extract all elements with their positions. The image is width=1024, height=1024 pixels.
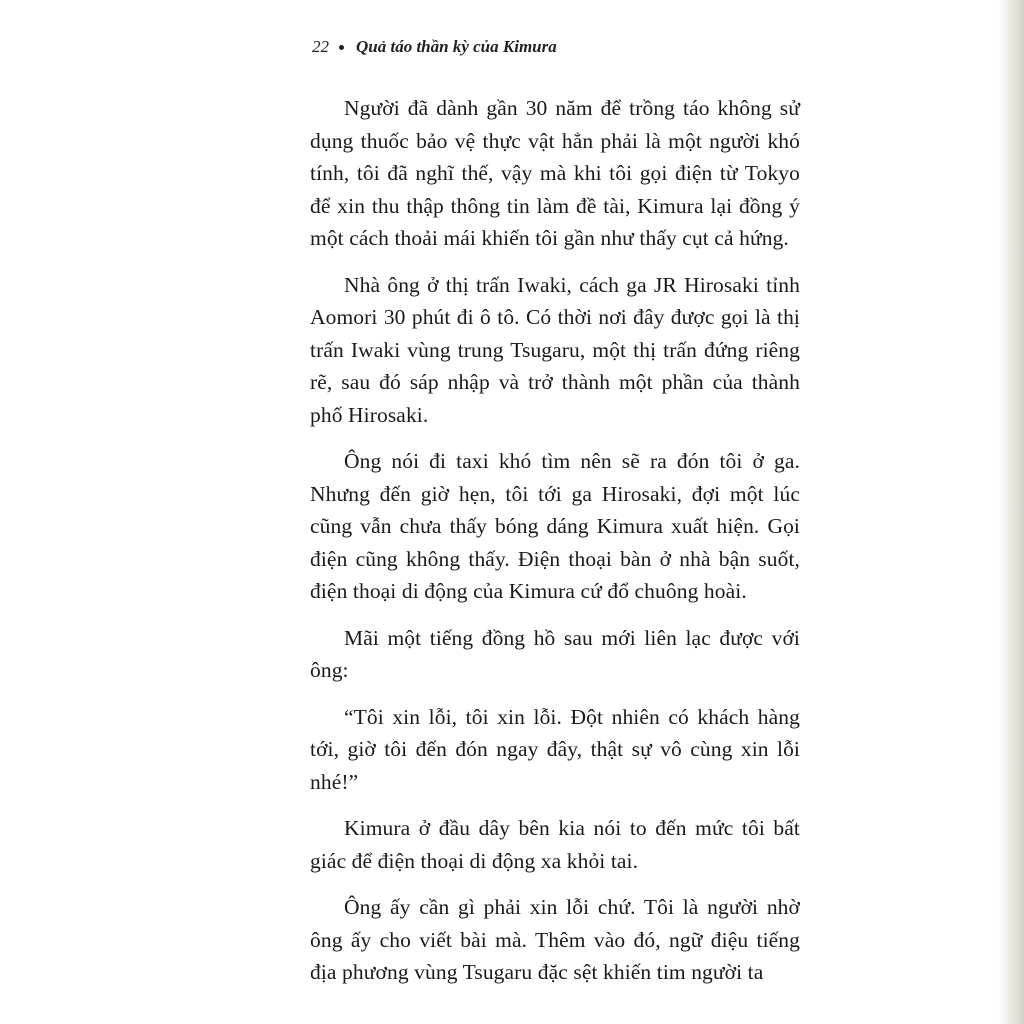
book-title: Quả táo thần kỳ của Kimura [356, 37, 557, 56]
bullet-separator [339, 45, 344, 50]
paragraph: Kimura ở đầu dây bên kia nói to đến mức tôi bất giác để điện thoại di động xa khỏi tai. [310, 816, 800, 873]
body-text [310, 92, 800, 1003]
page-number: 22 [312, 37, 329, 56]
paragraph: Nhà ông ở thị trấn Iwaki, cách ga JR Hirosaki tỉnh Aomori 30 phút đi ô tô. Có thời nơi đây được gọi là thị trấn Iwaki vùng trung Tsugaru, một thị trấn đứng riêng rẽ, sau đó sáp nhập và trở thành một phần của thành phố Hirosaki. [310, 272, 800, 427]
paragraph: Ông ấy cần gì phải xin lỗi chứ. Tôi là người nhờ ông ấy cho viết bài mà. Thêm vào đó, ngữ điệu tiếng địa phương vùng Tsugaru đặc sệt khiến tim người ta [310, 895, 800, 984]
paragraph: Ông nói đi taxi khó tìm nên sẽ ra đón tôi ở ga. Nhưng đến giờ hẹn, tôi tới ga Hirosaki, đợi một lúc cũng vẫn chưa thấy bóng dáng Kimura xuất hiện. Gọi điện cũng không thấy. Điện thoại bàn ở nhà bận suốt, điện thoại di động của Kimura cứ đổ chuông hoài. [310, 449, 800, 603]
paragraph: Mãi một tiếng đồng hồ sau mới liên lạc được với ông: [310, 625, 800, 682]
paragraph: Người đã dành gần 30 năm để trồng táo không sử dụng thuốc bảo vệ thực vật hẳn phải là một người khó tính, tôi đã nghĩ thế, vậy mà khi tôi gọi điện từ Tokyo để xin thu thập thông tin làm đề tài, Kimura lại đồng ý một cách thoải mái khiến tôi gần như thấy cụt cả hứng. [310, 96, 800, 250]
page-edge-shadow [998, 0, 1024, 1024]
quoted-dialogue: “Tôi xin lỗi, tôi xin lỗi. Đột nhiên có khách hàng tới, giờ tôi đến đón ngay đây, thật sự vô cùng xin lỗi nhé!” [310, 704, 800, 794]
running-header [312, 36, 557, 58]
